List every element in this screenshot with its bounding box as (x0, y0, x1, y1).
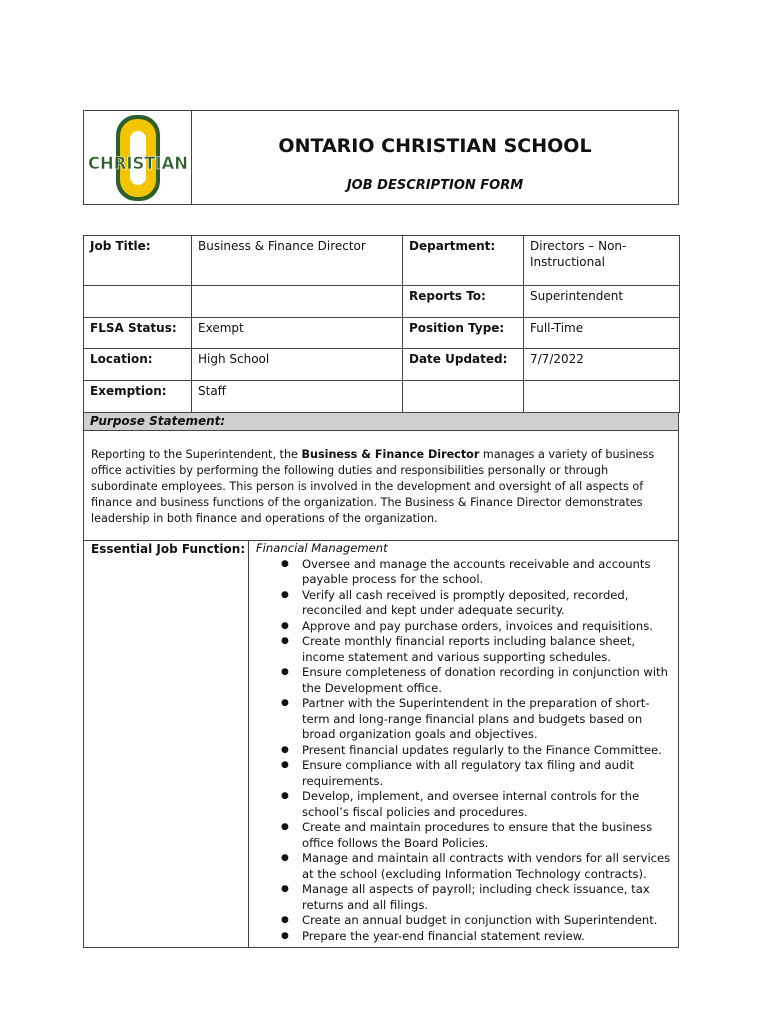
bullet-icon: ● (281, 558, 289, 569)
bullet-icon: ● (281, 620, 289, 631)
bullet-icon: ● (281, 930, 289, 941)
bullet-icon: ● (281, 760, 289, 770)
table-row (84, 349, 680, 381)
duty-text: Prepare the year-end financial statement review. (302, 928, 585, 943)
list-item (281, 742, 674, 759)
section-title: Financial Management (256, 541, 388, 555)
reports-to-label: Reports To: (403, 286, 524, 318)
duty-text: Approve and pay purchase orders, invoices and requisitions. (302, 618, 653, 633)
form-title: JOB DESCRIPTION FORM (346, 178, 524, 193)
list-item (281, 665, 674, 696)
list-item (281, 696, 674, 743)
logo-wordmark: CHRISTIAN (88, 154, 188, 174)
header-box (83, 110, 679, 205)
reports-to-value: Superintendent (524, 286, 680, 318)
bullet-icon: ● (281, 791, 289, 801)
list-item (281, 556, 674, 588)
job-title-label: Job Title: (84, 236, 192, 286)
duty-text: Verify all cash received is promptly deposited, recorded, reconciled and kept under adequate security. (302, 587, 629, 617)
bullet-icon: ● (281, 853, 289, 863)
bullet-icon: ● (281, 884, 289, 894)
duty-text: Present financial updates regularly to the Finance Committee. (302, 742, 662, 757)
empty-cell (403, 381, 524, 413)
purpose-text (84, 431, 678, 527)
bullet-icon: ● (281, 667, 289, 677)
essential-function-section (83, 540, 679, 948)
list-item (281, 618, 674, 635)
purpose-text-start: Reporting to the Superintendent, the (91, 448, 302, 461)
list-item (281, 820, 674, 851)
exemption-label: Exemption: (84, 381, 192, 413)
duty-text: Manage and maintain all contracts with vendors for all services at the school (excluding Information Technology contracts). (302, 851, 671, 881)
duty-text: Develop, implement, and oversee internal controls for the school’s fiscal policies and procedures. (302, 789, 640, 819)
list-item (281, 851, 674, 882)
purpose-text-end: manages a variety of business office activities by performing the following duties and responsibilities personally or through subordinate employees. This person is involved in the development and oversight of all aspects of finance and business functions of the organization. The Business & Finance Director demonstrates leadership in both finance and operations of the organization. (91, 448, 655, 525)
position-type-value: Full-Time (524, 318, 680, 349)
location-label: Location: (84, 349, 192, 381)
duty-text: Partner with the Superintendent in the preparation of short-term and long-range financial plans and budgets based on broad organization goals and objectives. (302, 696, 650, 741)
list-item (281, 634, 674, 665)
purpose-text-bold: Business & Finance Director (301, 448, 480, 461)
essential-function-label: Essential Job Function: (84, 541, 249, 947)
list-item (281, 758, 674, 789)
duty-text: Manage all aspects of payroll; including check issuance, tax returns and all filings. (302, 882, 650, 912)
list-item (281, 882, 674, 913)
duty-text: Ensure compliance with all regulatory tax filing and audit requirements. (302, 758, 635, 788)
duty-text: Create monthly financial reports including balance sheet, income statement and various supporting schedules. (302, 634, 636, 664)
bullet-icon: ● (281, 589, 289, 600)
bullet-icon: ● (281, 698, 289, 708)
table-row (84, 286, 680, 318)
empty-cell (84, 286, 192, 318)
duty-text: Oversee and manage the accounts receivable and accounts payable process for the school. (302, 556, 651, 586)
bullet-icon: ● (281, 822, 289, 832)
bullet-icon: ● (281, 744, 289, 755)
purpose-section (83, 412, 679, 541)
job-info-table (83, 235, 680, 413)
table-row (84, 381, 680, 413)
bullet-icon: ● (281, 915, 289, 925)
school-name: ONTARIO CHRISTIAN SCHOOL (278, 135, 592, 157)
duty-text: Create an annual budget in conjunction with Superintendent. (302, 913, 658, 927)
purpose-heading: Purpose Statement: (84, 413, 678, 431)
department-label: Department: (403, 236, 524, 286)
date-updated-label: Date Updated: (403, 349, 524, 381)
table-row (84, 318, 680, 349)
bullet-icon: ● (281, 636, 289, 646)
school-logo (84, 111, 191, 204)
flsa-value: Exempt (192, 318, 403, 349)
empty-cell (192, 286, 403, 318)
list-item (281, 913, 674, 929)
location-value: High School (192, 349, 403, 381)
flsa-label: FLSA Status: (84, 318, 192, 349)
essential-function-content (256, 541, 674, 944)
duty-text: Ensure completeness of donation recording in conjunction with the Development office. (302, 665, 668, 695)
logo-cell (84, 111, 192, 204)
list-item (281, 587, 674, 619)
exemption-value: Staff (192, 381, 403, 413)
job-title-value: Business & Finance Director (192, 236, 403, 286)
position-type-label: Position Type: (403, 318, 524, 349)
duties-list (256, 557, 674, 945)
empty-cell (524, 381, 680, 413)
list-item (281, 789, 674, 820)
duty-text: Create and maintain procedures to ensure that the business office follows the Board Policies. (302, 820, 653, 850)
table-row (84, 236, 680, 286)
date-updated-value: 7/7/2022 (524, 349, 680, 381)
department-value: Directors – Non-Instructional (524, 236, 680, 286)
list-item (281, 928, 674, 945)
